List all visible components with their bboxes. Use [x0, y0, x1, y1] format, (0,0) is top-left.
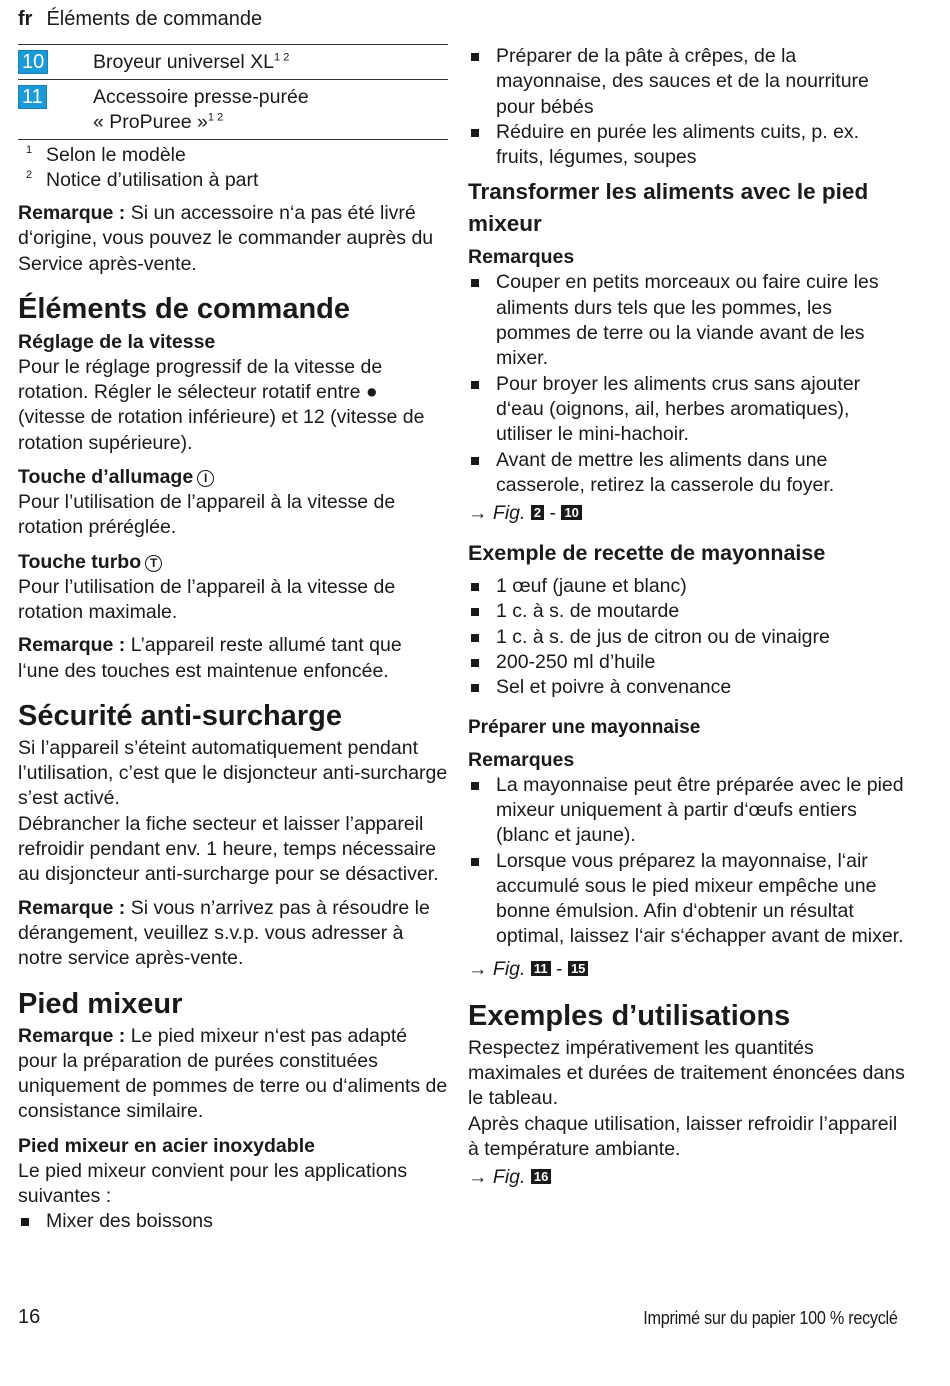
- figure-reference: → Fig. 2 - 10: [468, 500, 910, 526]
- footnote-refs: 1 2: [207, 111, 224, 124]
- list-item: Préparer de la pâte à crêpes, de la mayonnaise, des sauces et de la nourriture pour bébés: [468, 44, 910, 120]
- list-item: 1 c. à s. de jus de citron ou de vinaigre: [468, 625, 910, 650]
- remarks-heading: Remarques: [468, 748, 575, 771]
- footer-note: Imprimé sur du papier 100 % recyclé: [643, 1308, 898, 1328]
- remarks-list: [468, 270, 910, 498]
- left-column: [18, 44, 448, 1235]
- subheading: Touche d’allumage I: [18, 464, 448, 490]
- paragraph: Débrancher la fiche secteur et laisser l’appareil refroidir pendant env. 1 heure, temps nécessaire au disjoncteur anti-surcharge pour se désactiver.: [18, 812, 439, 886]
- turbo-icon: T: [145, 555, 162, 572]
- accessory-label: Broyeur universel XL: [93, 51, 275, 73]
- note-paragraph: Remarque : Si un accessoire n‘a pas été livré d‘origine, vous pouvez le commander auprès du Service après-vente.: [18, 202, 434, 275]
- footnote: 1 Selon le modèle: [26, 144, 186, 166]
- uses-list-continued: [468, 44, 910, 170]
- paragraph: Le pied mixeur convient pour les applications suivantes :: [18, 1159, 408, 1208]
- remarks-heading: Remarques: [468, 246, 575, 269]
- footnote-refs: 1 2: [274, 51, 290, 64]
- list-item: 1 c. à s. de moutarde: [468, 599, 910, 624]
- figure-number-badge: 15: [568, 961, 588, 976]
- paragraph: Pour le réglage progressif de la vitesse de rotation. Régler le sélecteur rotatif entre ● (vitesse de rotation inférieure) et 12 (vitesse de rotation supérieure).: [18, 355, 425, 454]
- power-icon: I: [197, 470, 214, 487]
- accessory-label: Accessoire presse-purée « ProPuree »: [93, 86, 309, 133]
- list-item: 200-250 ml d’huile: [468, 650, 910, 675]
- list-item: Mixer des boissons: [18, 1209, 448, 1234]
- list-item: Lorsque vous préparez la mayonnaise, l‘air accumulé sous le pied mixeur empêche une bonne émulsion. Afin d‘obtenir un résultat optimal, laissez l‘air s‘échapper avant de mixer.: [468, 849, 910, 950]
- paragraph: Après chaque utilisation, laisser refroidir l’appareil à température ambiante.: [468, 1112, 898, 1160]
- list-item: Pour broyer les aliments crus sans ajouter d‘eau (oignons, ail, herbes aromatiques), utiliser le mini-hachoir.: [468, 372, 910, 448]
- paragraph: Pour l’utilisation de l’appareil à la vitesse de rotation maximale.: [18, 575, 396, 623]
- uses-list: [18, 1209, 448, 1234]
- figure-number-badge: 11: [531, 961, 551, 976]
- table-row: [18, 45, 448, 80]
- paragraph: Pour l’utilisation de l’appareil à la vitesse de rotation préréglée.: [18, 491, 396, 539]
- figure-number-badge: 16: [531, 1169, 551, 1184]
- footnote: 2 Notice d’utilisation à part: [26, 169, 259, 191]
- list-item: La mayonnaise peut être préparée avec le pied mixeur uniquement à partir d‘œufs entiers (blanc et jaune).: [468, 773, 910, 849]
- header-title: Éléments de commande: [46, 8, 263, 30]
- list-item: Sel et poivre à convenance: [468, 675, 910, 700]
- page-number: 16: [18, 1306, 41, 1328]
- item-number-badge: 10: [18, 50, 48, 74]
- language-code: fr: [18, 8, 33, 30]
- list-item: Avant de mettre les aliments dans une casserole, retirez la casserole du foyer.: [468, 448, 910, 499]
- section-heading: Exemples d’utilisations: [468, 999, 791, 1032]
- right-column: [468, 44, 910, 1190]
- note-paragraph: Remarque : L’appareil reste allumé tant que l‘une des touches est maintenue enfoncée.: [18, 634, 402, 682]
- paragraph: Si l’appareil s’éteint automatiquement pendant l’utilisation, c’est que le disjoncteur anti-surcharge s’est activé.: [18, 736, 448, 810]
- ingredients-list: [468, 574, 910, 700]
- note-paragraph: Remarque : Le pied mixeur n‘est pas adapté pour la préparation de purées constituées uniquement de pommes de terre ou d‘aliments de consistance similaire.: [18, 1024, 448, 1123]
- accessories-table: [18, 45, 448, 140]
- subheading: Préparer une mayonnaise: [468, 716, 701, 738]
- section-heading: Pied mixeur: [18, 987, 183, 1020]
- item-number-badge: 11: [18, 85, 47, 109]
- list-item: Couper en petits morceaux ou faire cuire les aliments durs tels que les pommes, les pommes de terre ou la viande avant de les mixer.: [468, 270, 910, 371]
- page-header: [18, 8, 262, 31]
- subheading: Réglage de la vitesse: [18, 330, 216, 353]
- section-heading: Éléments de commande: [18, 292, 350, 325]
- section-heading: Sécurité anti-surcharge: [18, 699, 342, 732]
- note-paragraph: Remarque : Si vous n’arrivez pas à résoudre le dérangement, veuillez s.v.p. vous adresser à notre service après-vente.: [18, 896, 430, 970]
- paragraph: Respectez impérativement les quantités maximales et durées de traitement énoncées dans le tableau.: [468, 1036, 905, 1110]
- list-item: 1 œuf (jaune et blanc): [468, 574, 910, 599]
- figure-number-badge: 2: [531, 505, 544, 520]
- subheading: Touche turbo T: [18, 549, 448, 575]
- subsection-heading: Exemple de recette de mayonnaise: [468, 541, 826, 566]
- list-item: Réduire en purée les aliments cuits, p. ex. fruits, légumes, soupes: [468, 120, 910, 171]
- subsection-heading: Transformer les aliments avec le pied mixeur: [468, 179, 869, 237]
- figure-reference: → Fig. 16: [468, 1164, 910, 1190]
- figure-number-badge: 10: [561, 505, 581, 520]
- figure-reference: → Fig. 11 - 15: [468, 956, 910, 982]
- remarks-list: [468, 773, 910, 950]
- table-row: [18, 80, 448, 140]
- subheading: Pied mixeur en acier inoxydable: [18, 1134, 315, 1157]
